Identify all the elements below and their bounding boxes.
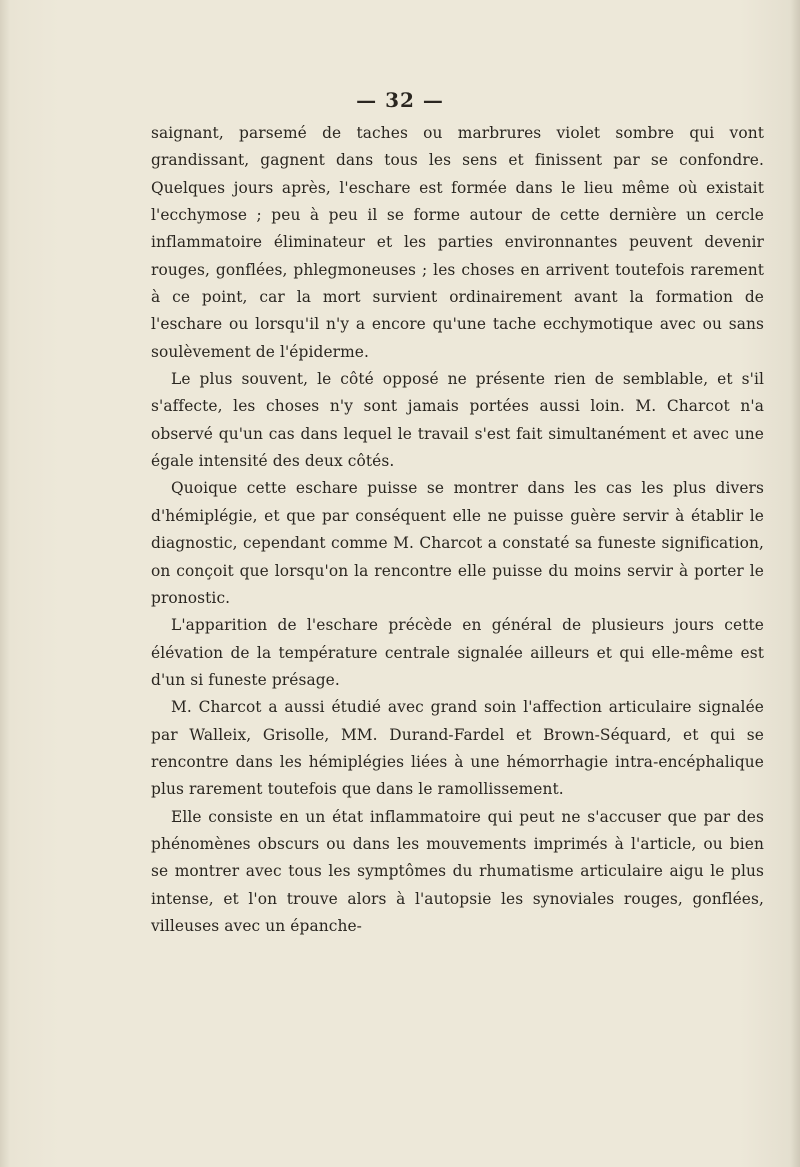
paragraph-4: L'apparition de l'eschare précède en général de plusieurs jours cette élévation de la température centrale signalée ailleurs et qui elle-même est d'un si funeste présage. <box>151 616 764 689</box>
paragraph-5: M. Charcot a aussi étudié avec grand soin l'affection articulaire signalée par Walleix, Grisolle, MM. Durand-Fardel et Brown-Séquard, et qui se rencontre dans les hémiplégies liées à une hémorrhagie intra-encéphalique plus rarement toutefois que dans le ramollissement. <box>151 698 764 799</box>
page-number: — 32 — <box>356 88 444 112</box>
paragraph-3: Quoique cette eschare puisse se montrer dans les cas les plus divers d'hémiplégie, et que par conséquent elle ne puisse guère servir à établir le diagnostic, cependant comme M. Charcot a constaté sa funeste signification, on conçoit que lorsqu'on la rencontre elle puisse du moins servir à porter le pronostic. <box>151 479 764 607</box>
paragraph-1: saignant, parsemé de taches ou marbrures violet sombre qui vont grandissant, gagnent dans tous les sens et finissent par se confondre. Quelques jours après, l'eschare est formée dans le lieu même où existait l'ecchymose ; peu à peu il se forme autour de cette dernière un cercle inflammatoire éliminateur et les parties environnantes peuvent devenir rouges, gonflées, phlegmoneuses ; les choses en arrivent toutefois rarement à ce point, car la mort survient ordinairement avant la formation de l'eschare ou lorsqu'il n'y a encore qu'une tache ecchymotique avec ou sans soulèvement de l'épiderme. <box>151 124 764 361</box>
paragraph-6: Elle consiste en un état inflammatoire qui peut ne s'accuser que par des phénomènes obscurs ou dans les mouvements imprimés à l'article, ou bien se montrer avec tous les symptômes du rhumatisme articulaire aigu le plus intense, et l'on trouve alors à l'autopsie les synoviales rouges, gonflées, villeuses avec un épanche- <box>151 807 764 935</box>
body-text <box>151 120 764 940</box>
paragraph-2: Le plus souvent, le côté opposé ne présente rien de semblable, et s'il s'affecte, les choses n'y sont jamais portées aussi loin. M. Charcot n'a observé qu'un cas dans lequel le travail s'est fait simultanément et avec une égale intensité des deux côtés. <box>151 370 764 471</box>
